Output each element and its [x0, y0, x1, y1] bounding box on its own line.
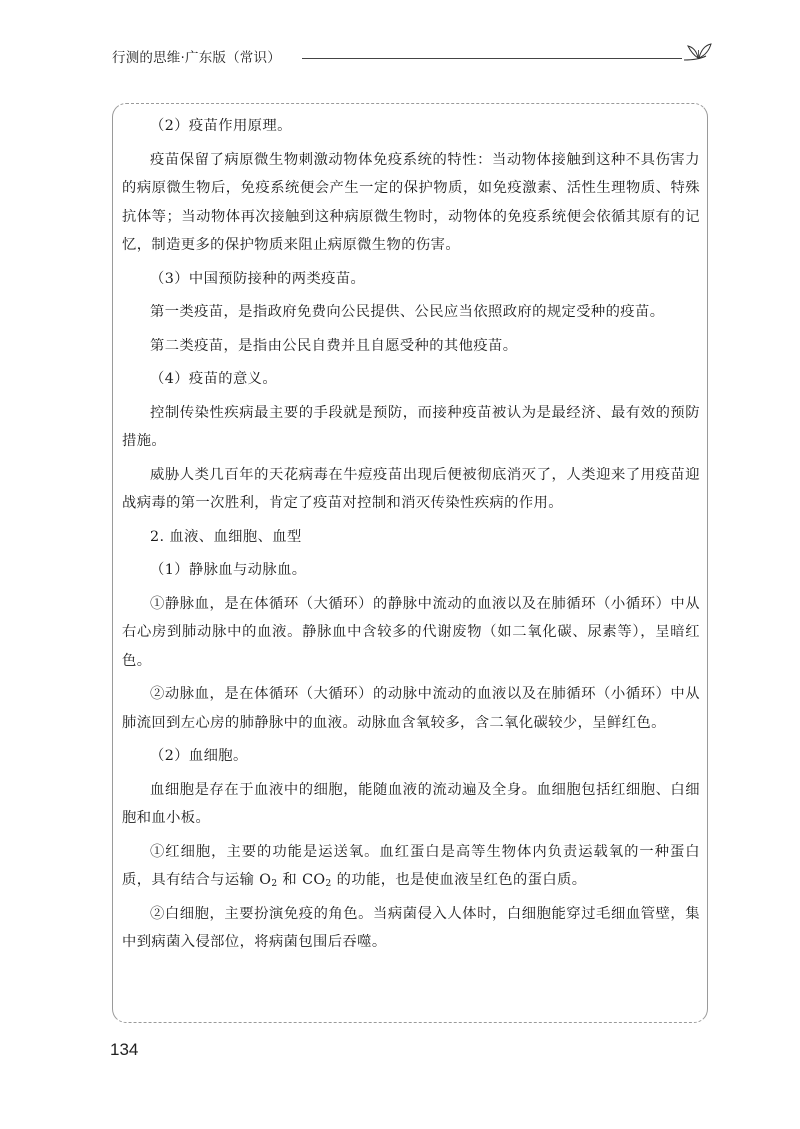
subheading-vaccine-significance: （4）疫苗的意义。 [150, 371, 278, 387]
paragraph: 第一类疫苗，是指政府免费向公民提供、公民应当依照政府的规定受种的疫苗。 [150, 304, 665, 320]
body-text [122, 112, 700, 962]
paragraph: 第二类疫苗，是指由公民自费并且自愿受种的其他疫苗。 [150, 337, 518, 354]
paragraph: 疫苗保留了病原微生物刺激动物体免疫系统的特性：当动物体接触到这种不具伤害力的病原微生物后，免疫系统便会产生一定的保护物质，如免疫激素、活性生理物质、特殊抗体等；当动物体再次接触到这种病原微生物时，动物体的免疫系统便会依循其原有的记忆，制造更多的保护物质来阻止病原微生物的伤害。 [122, 151, 700, 253]
paragraph-red-cells [122, 838, 700, 895]
subheading-vaccine-types: （3）中国预防接种的两类疫苗。 [150, 270, 366, 287]
paragraph: ②白细胞，主要扮演免疫的角色。当病菌侵入人体时，白细胞能穿过毛细血管壁，集中到病菌入侵部位，将病菌包围后吞噬。 [122, 905, 700, 950]
subscript: 2 [325, 879, 332, 889]
subheading-vaccine-principle: （2）疫苗作用原理。 [150, 118, 292, 134]
paragraph: ②动脉血，是在体循环（大循环）的动脉中流动的血液以及在肺循环（小循环）中从肺流回到左心房的肺静脉中的血液。动脉血含氧较多，含二氧化碳较少，呈鲜红色。 [122, 686, 700, 731]
subheading-venous-arterial: （1）静脉血与动脉血。 [150, 562, 307, 578]
paragraph: 血细胞是存在于血液中的细胞，能随血液的流动遍及全身。血细胞包括红细胞、白细胞和血小板。 [122, 781, 700, 826]
paragraph: 威胁人类几百年的天花病毒在牛痘疫苗出现后便被彻底消灭了，人类迎来了用疫苗迎战病毒的第一次胜利，肯定了疫苗对控制和消灭传染性疾病的作用。 [122, 466, 700, 511]
book-title: 行测的思维·广东版（常识） [112, 50, 281, 66]
text-run: ①红细胞，主要的功能是运送氧。血红蛋白是高等生物体内负责运载氧的一种蛋白质，具有结合与运输 O [122, 843, 700, 888]
text-run: 的功能，也是使血液呈红色的蛋白质。 [331, 872, 587, 888]
section-heading-blood: 2. 血液、血细胞、血型 [150, 528, 302, 545]
page-number: 134 [110, 1040, 139, 1059]
subheading-blood-cells: （2）血细胞。 [150, 748, 248, 764]
text-run: 和 CO [277, 872, 326, 888]
paragraph: ①静脉血，是在体循环（大循环）的静脉中流动的血液以及在肺循环（小循环）中从右心房到肺动脉中的血液。静脉血中含较多的代谢废物（如二氧化碳、尿素等），呈暗红色。 [122, 595, 700, 669]
sprout-logo-icon [682, 38, 714, 68]
paragraph: 控制传染性疾病最主要的手段就是预防，而接种疫苗被认为是最经济、最有效的预防措施。 [122, 404, 700, 449]
subscript: 2 [271, 879, 278, 889]
header-rule [302, 58, 682, 59]
running-header [112, 38, 712, 78]
